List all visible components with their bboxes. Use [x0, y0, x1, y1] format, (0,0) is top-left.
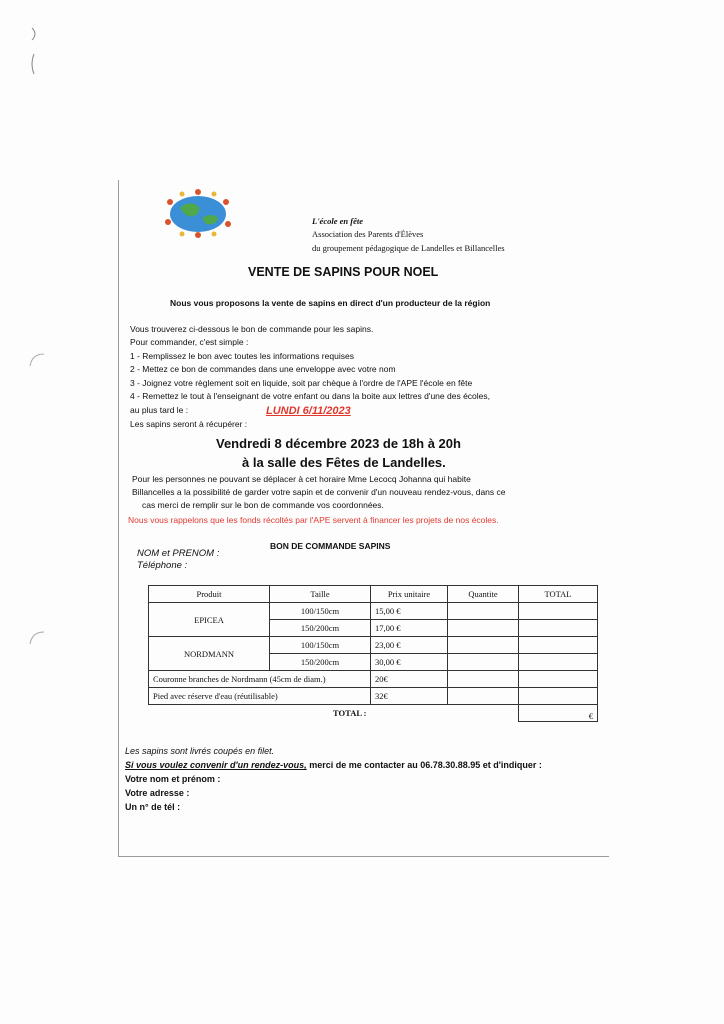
- total-cell[interactable]: [519, 688, 598, 705]
- instruction-step: 1 - Remplissez le bon avec toutes les informations requises: [130, 351, 354, 361]
- extra-item-label: Pied avec réserve d'eau (réutilisable): [149, 688, 371, 705]
- total-cell[interactable]: [519, 654, 598, 671]
- price-cell: 20€: [371, 671, 448, 688]
- intro-text: Nous vous proposons la vente de sapins en direct d'un producteur de la région: [170, 298, 491, 308]
- alternative-text: Billancelles a la possibilité de garder votre sapin et de convenir d'un nouveau rendez-vous, dans ce: [132, 487, 506, 497]
- table-header-row: [149, 586, 598, 603]
- pickup-date: Vendredi 8 décembre 2023 de 18h à 20h: [216, 436, 461, 451]
- association-group: du groupement pédagogique de Landelles et Billancelles: [312, 243, 505, 253]
- quantity-cell[interactable]: [448, 637, 519, 654]
- size-cell: 100/150cm: [270, 603, 371, 620]
- quantity-cell[interactable]: [448, 603, 519, 620]
- extra-item-label: Couronne branches de Nordmann (45cm de diam.): [149, 671, 371, 688]
- globe-logo: [158, 188, 236, 238]
- total-cell[interactable]: [519, 620, 598, 637]
- page-title: VENTE DE SAPINS POUR NOEL: [248, 265, 439, 279]
- name-field-label: NOM et PRENOM :: [137, 548, 220, 559]
- phone-field-label: Téléphone :: [137, 560, 188, 571]
- price-cell: 32€: [371, 688, 448, 705]
- instruction-step: 4 - Remettez le tout à l'enseignant de votre enfant ou dans la boite aux lettres d'une des écoles,: [130, 391, 491, 401]
- column-header: Prix unitaire: [371, 586, 448, 603]
- order-form-title: BON DE COMMANDE SAPINS: [270, 541, 391, 551]
- quantity-cell[interactable]: [448, 688, 519, 705]
- quantity-cell[interactable]: [448, 620, 519, 637]
- contact-rest: merci de me contacter au 06.78.30.88.95 et d'indiquer :: [306, 760, 542, 770]
- product-cell: EPICEA: [149, 603, 270, 637]
- total-row: [149, 705, 598, 722]
- price-cell: 17,00 €: [371, 620, 448, 637]
- delivery-note: Les sapins sont livrés coupés en filet.: [125, 746, 275, 756]
- pickup-label: Les sapins seront à récupérer :: [130, 419, 248, 429]
- total-cell[interactable]: [519, 671, 598, 688]
- column-header: Taille: [270, 586, 371, 603]
- total-cell[interactable]: [519, 603, 598, 620]
- instructions-line: Vous trouverez ci-dessous le bon de commande pour les sapins.: [130, 324, 374, 334]
- school-name: L'école en fête: [312, 216, 363, 226]
- total-cell[interactable]: [519, 637, 598, 654]
- price-cell: 15,00 €: [371, 603, 448, 620]
- total-label: TOTAL :: [333, 708, 367, 719]
- price-cell: 30,00 €: [371, 654, 448, 671]
- size-cell: 150/200cm: [270, 620, 371, 637]
- order-table: [148, 585, 598, 722]
- contact-underlined: Si vous voulez convenir d'un rendez-vous,: [125, 760, 307, 770]
- pickup-location: à la salle des Fêtes de Landelles.: [242, 455, 446, 470]
- deadline-date: LUNDI 6/11/2023: [266, 405, 351, 417]
- funds-note: Nous vous rappelons que les fonds récoltés par l'APE servent à financer les projets de nos écoles.: [128, 515, 499, 525]
- quantity-cell[interactable]: [448, 671, 519, 688]
- table-row: [149, 671, 598, 688]
- alternative-text: Pour les personnes ne pouvant se déplacer à cet horaire Mme Lecocq Johanna qui habite: [132, 474, 471, 484]
- instruction-step: 2 - Mettez ce bon de commandes dans une enveloppe avec votre nom: [130, 364, 396, 374]
- table-row: [149, 688, 598, 705]
- column-header: TOTAL: [519, 586, 598, 603]
- deadline-label: au plus tard le :: [130, 405, 189, 415]
- product-cell: NORDMANN: [149, 637, 270, 671]
- grand-total-cell[interactable]: €: [519, 705, 598, 722]
- instructions-line: Pour commander, c'est simple :: [130, 337, 249, 347]
- your-address-label: Votre adresse :: [125, 788, 190, 798]
- column-header: Quantite: [448, 586, 519, 603]
- punch-hole-icon: [28, 350, 48, 370]
- alternative-text: cas merci de remplir sur le bon de commande vos coordonnées.: [142, 500, 384, 510]
- column-header: Produit: [149, 586, 270, 603]
- contact-line: [125, 760, 542, 770]
- table-row: [149, 603, 598, 620]
- quantity-cell[interactable]: [448, 654, 519, 671]
- size-cell: 150/200cm: [270, 654, 371, 671]
- price-cell: 23,00 €: [371, 637, 448, 654]
- your-name-label: Votre nom et prénom :: [125, 774, 221, 784]
- association-name: Association des Parents d'Élèves: [312, 229, 424, 239]
- punch-hole-icon: [28, 628, 48, 648]
- scan-mark-icon: [14, 20, 54, 80]
- instruction-step: 3 - Joignez votre règlement soit en liquide, soit par chèque à l'ordre de l'APE l'école en fête: [130, 378, 473, 388]
- table-row: [149, 637, 598, 654]
- your-phone-label: Un n° de tél :: [125, 802, 181, 812]
- size-cell: 100/150cm: [270, 637, 371, 654]
